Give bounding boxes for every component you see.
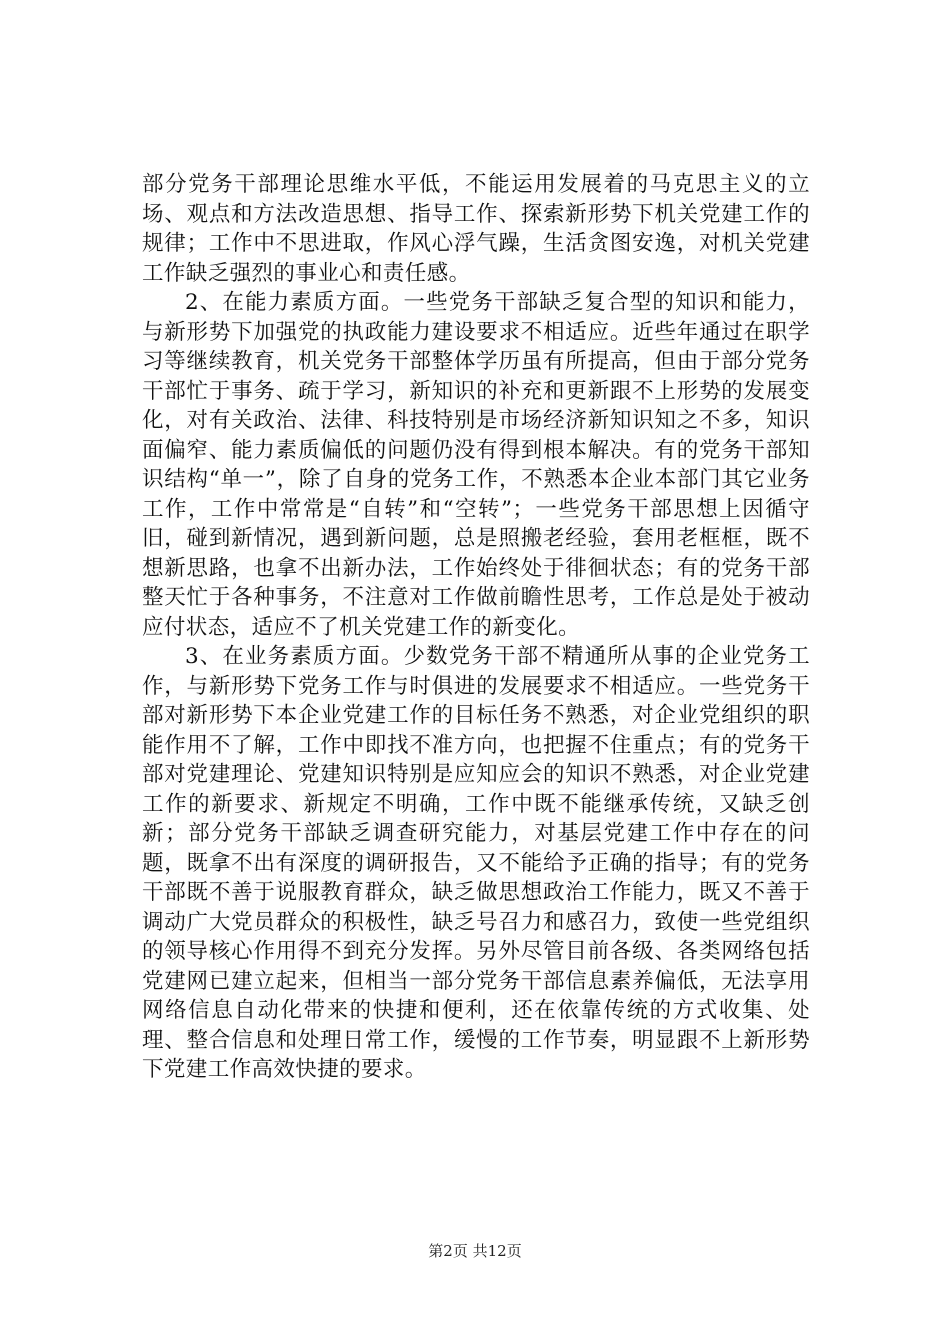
page-number: 第2页 共12页 — [428, 1242, 522, 1260]
paragraph-3: 3、在业务素质方面。少数党务干部不精通所从事的企业党务工作，与新形势下党务工作与时俱进的发展要求不相适应。一些党务干部对新形势下本企业党建工作的目标任务不熟悉，对企业党组织的职能作用不了解，工作中即找不准方向，也把握不住重点；有的党务干部对党建理论、党建知识特别是应知应会的知识不熟悉，对企业党建工作的新要求、新规定不明确，工作中既不能继承传统，又缺乏创新；部分党务干部缺乏调查研究能力，对基层党建工作中存在的问题，既拿不出有深度的调研报告，又不能给予正确的指导；有的党务干部既不善于说服教育群众，缺乏做思想政治工作能力，既又不善于调动广大党员群众的积极性，缺乏号召力和感召力，致使一些党组织的领导核心作用得不到充分发挥。另外尽管目前各级、各类网络包括党建网已建立起来，但相当一部分党务干部信息素养偏低，无法享用网络信息自动化带来的快捷和便利，还在依靠传统的方式收集、处理、整合信息和处理日常工作，缓慢的工作节奏，明显跟不上新形势下党建工作高效快捷的要求。 — [142, 644, 810, 1082]
document-body — [142, 170, 810, 1085]
paragraph-2: 2、在能力素质方面。一些党务干部缺乏复合型的知识和能力，与新形势下加强党的执政能力建设要求不相适应。近些年通过在职学习等继续教育，机关党务干部整体学历虽有所提高，但由于部分党务干部忙于事务、疏于学习，新知识的补充和更新跟不上形势的发展变化，对有关政治、法律、科技特别是市场经济新知识知之不多，知识面偏窄、能力素质偏低的问题仍没有得到根本解决。有的党务干部知识结构“单一”，除了自身的党务工作，不熟悉本企业本部门其它业务工作，工作中常常是“自转”和“空转”；一些党务干部思想上因循守旧，碰到新情况，遇到新问题，总是照搬老经验，套用老框框，既不想新思路，也拿不出新办法，工作始终处于徘徊状态；有的党务干部整天忙于各种事务，不注意对工作做前瞻性思考，工作总是处于被动应付状态，适应不了机关党建工作的新变化。 — [142, 290, 810, 640]
page-footer — [0, 1241, 950, 1261]
paragraph-1: 部分党务干部理论思维水平低，不能运用发展着的马克思主义的立场、观点和方法改造思想、指导工作、探索新形势下机关党建工作的规律；工作中不思进取，作风心浮气躁，生活贪图安逸，对机关党建工作缺乏强烈的事业心和责任感。 — [142, 172, 810, 286]
